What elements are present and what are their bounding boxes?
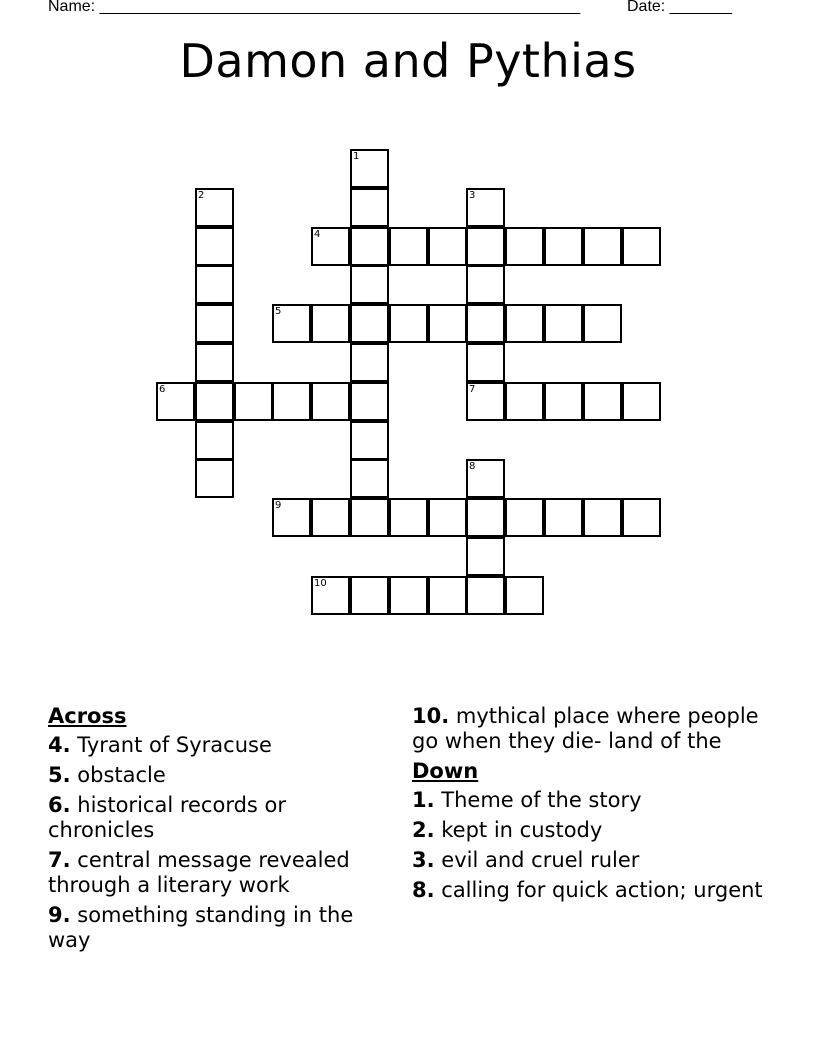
crossword-cell[interactable] [583, 304, 622, 343]
crossword-cell[interactable] [583, 382, 622, 421]
crossword-cell[interactable] [350, 265, 389, 304]
crossword-cell[interactable] [272, 382, 311, 421]
crossword-cell[interactable] [505, 227, 544, 266]
crossword-cell[interactable] [544, 498, 583, 537]
crossword-cell[interactable] [195, 265, 234, 304]
clue-down-1: 1. Theme of the story [412, 788, 642, 812]
across-heading: Across [48, 704, 127, 728]
crossword-cell[interactable] [466, 382, 505, 421]
crossword-cell[interactable] [544, 382, 583, 421]
clue-number: 7 [469, 384, 476, 395]
crossword-cell[interactable] [350, 304, 389, 343]
crossword-cell[interactable] [389, 576, 428, 615]
crossword-cell[interactable] [311, 576, 350, 615]
clue-number: 10 [314, 578, 327, 589]
page-title: Damon and Pythias [179, 34, 637, 88]
crossword-cell[interactable] [195, 304, 234, 343]
clue-number: 3 [469, 190, 476, 201]
crossword-cell[interactable] [195, 227, 234, 266]
crossword-cell[interactable] [272, 304, 311, 343]
crossword-cell[interactable] [466, 576, 505, 615]
crossword-cell[interactable] [505, 576, 544, 615]
crossword-cell[interactable] [311, 304, 350, 343]
crossword-cell[interactable] [350, 498, 389, 537]
crossword-cell[interactable] [505, 304, 544, 343]
crossword-cell[interactable] [350, 576, 389, 615]
crossword-cell[interactable] [272, 498, 311, 537]
clue-down-8: 8. calling for quick action; urgent [412, 878, 763, 902]
clue-number: 6 [159, 384, 166, 395]
crossword-cell[interactable] [428, 304, 467, 343]
crossword-cell[interactable] [350, 188, 389, 227]
date-field[interactable]: Date: _______ [627, 0, 732, 15]
crossword-cell[interactable] [466, 265, 505, 304]
crossword-cell[interactable] [234, 382, 273, 421]
clue-number: 5 [275, 306, 282, 317]
crossword-cell[interactable] [583, 227, 622, 266]
crossword-cell[interactable] [622, 227, 661, 266]
clue-number: 8 [469, 461, 476, 472]
crossword-cell[interactable] [156, 382, 195, 421]
crossword-cell[interactable] [466, 304, 505, 343]
clue-number: 4 [314, 229, 321, 240]
clue-across-7: 7. central message revealed through a literary work [48, 848, 350, 897]
down-heading: Down [412, 759, 479, 783]
crossword-cell[interactable] [544, 304, 583, 343]
crossword-cell[interactable] [505, 498, 544, 537]
crossword-cell[interactable] [311, 498, 350, 537]
crossword-cell[interactable] [428, 576, 467, 615]
crossword-cell[interactable] [622, 382, 661, 421]
crossword-cell[interactable] [466, 343, 505, 382]
crossword-cell[interactable] [428, 227, 467, 266]
crossword-cell[interactable] [195, 382, 234, 421]
clue-across-6: 6. historical records or chronicles [48, 793, 287, 842]
crossword-cell[interactable] [466, 498, 505, 537]
clue-down-3: 3. evil and cruel ruler [412, 848, 640, 872]
crossword-cell[interactable] [544, 227, 583, 266]
crossword-cell[interactable] [350, 421, 389, 460]
clue-number: 9 [275, 500, 282, 511]
crossword-cell[interactable] [505, 382, 544, 421]
crossword-cell[interactable] [195, 421, 234, 460]
clue-across-5: 5. obstacle [48, 763, 166, 787]
crossword-cell[interactable] [311, 382, 350, 421]
crossword-cell[interactable] [195, 343, 234, 382]
crossword-cell[interactable] [389, 498, 428, 537]
crossword-cell[interactable] [350, 382, 389, 421]
crossword-cell[interactable] [389, 304, 428, 343]
clue-down-2: 2. kept in custody [412, 818, 603, 842]
clues-column-left [48, 704, 388, 958]
clue-across-10: 10. mythical place where people go when they die- land of the [412, 704, 759, 753]
crossword-cell[interactable] [466, 459, 505, 498]
clue-number: 1 [353, 151, 360, 162]
crossword-cell[interactable] [195, 188, 234, 227]
crossword-cell[interactable] [350, 343, 389, 382]
clues-column-right [412, 704, 772, 908]
clue-across-4: 4. Tyrant of Syracuse [48, 733, 272, 757]
crossword-cell[interactable] [311, 227, 350, 266]
clue-number: 2 [198, 190, 205, 201]
crossword-cell[interactable] [466, 537, 505, 576]
crossword-cell[interactable] [389, 227, 428, 266]
crossword-cell[interactable] [350, 459, 389, 498]
crossword-cell[interactable] [466, 188, 505, 227]
crossword-cell[interactable] [466, 227, 505, 266]
crossword-cell[interactable] [622, 498, 661, 537]
crossword-cell[interactable] [428, 498, 467, 537]
crossword-cell[interactable] [350, 149, 389, 188]
name-field[interactable]: Name: ______________________________________________________ [48, 0, 581, 15]
clue-across-9: 9. something standing in the way [48, 903, 354, 952]
header [48, 0, 748, 16]
crossword-cell[interactable] [195, 459, 234, 498]
crossword-cell[interactable] [583, 498, 622, 537]
crossword-cell[interactable] [350, 227, 389, 266]
